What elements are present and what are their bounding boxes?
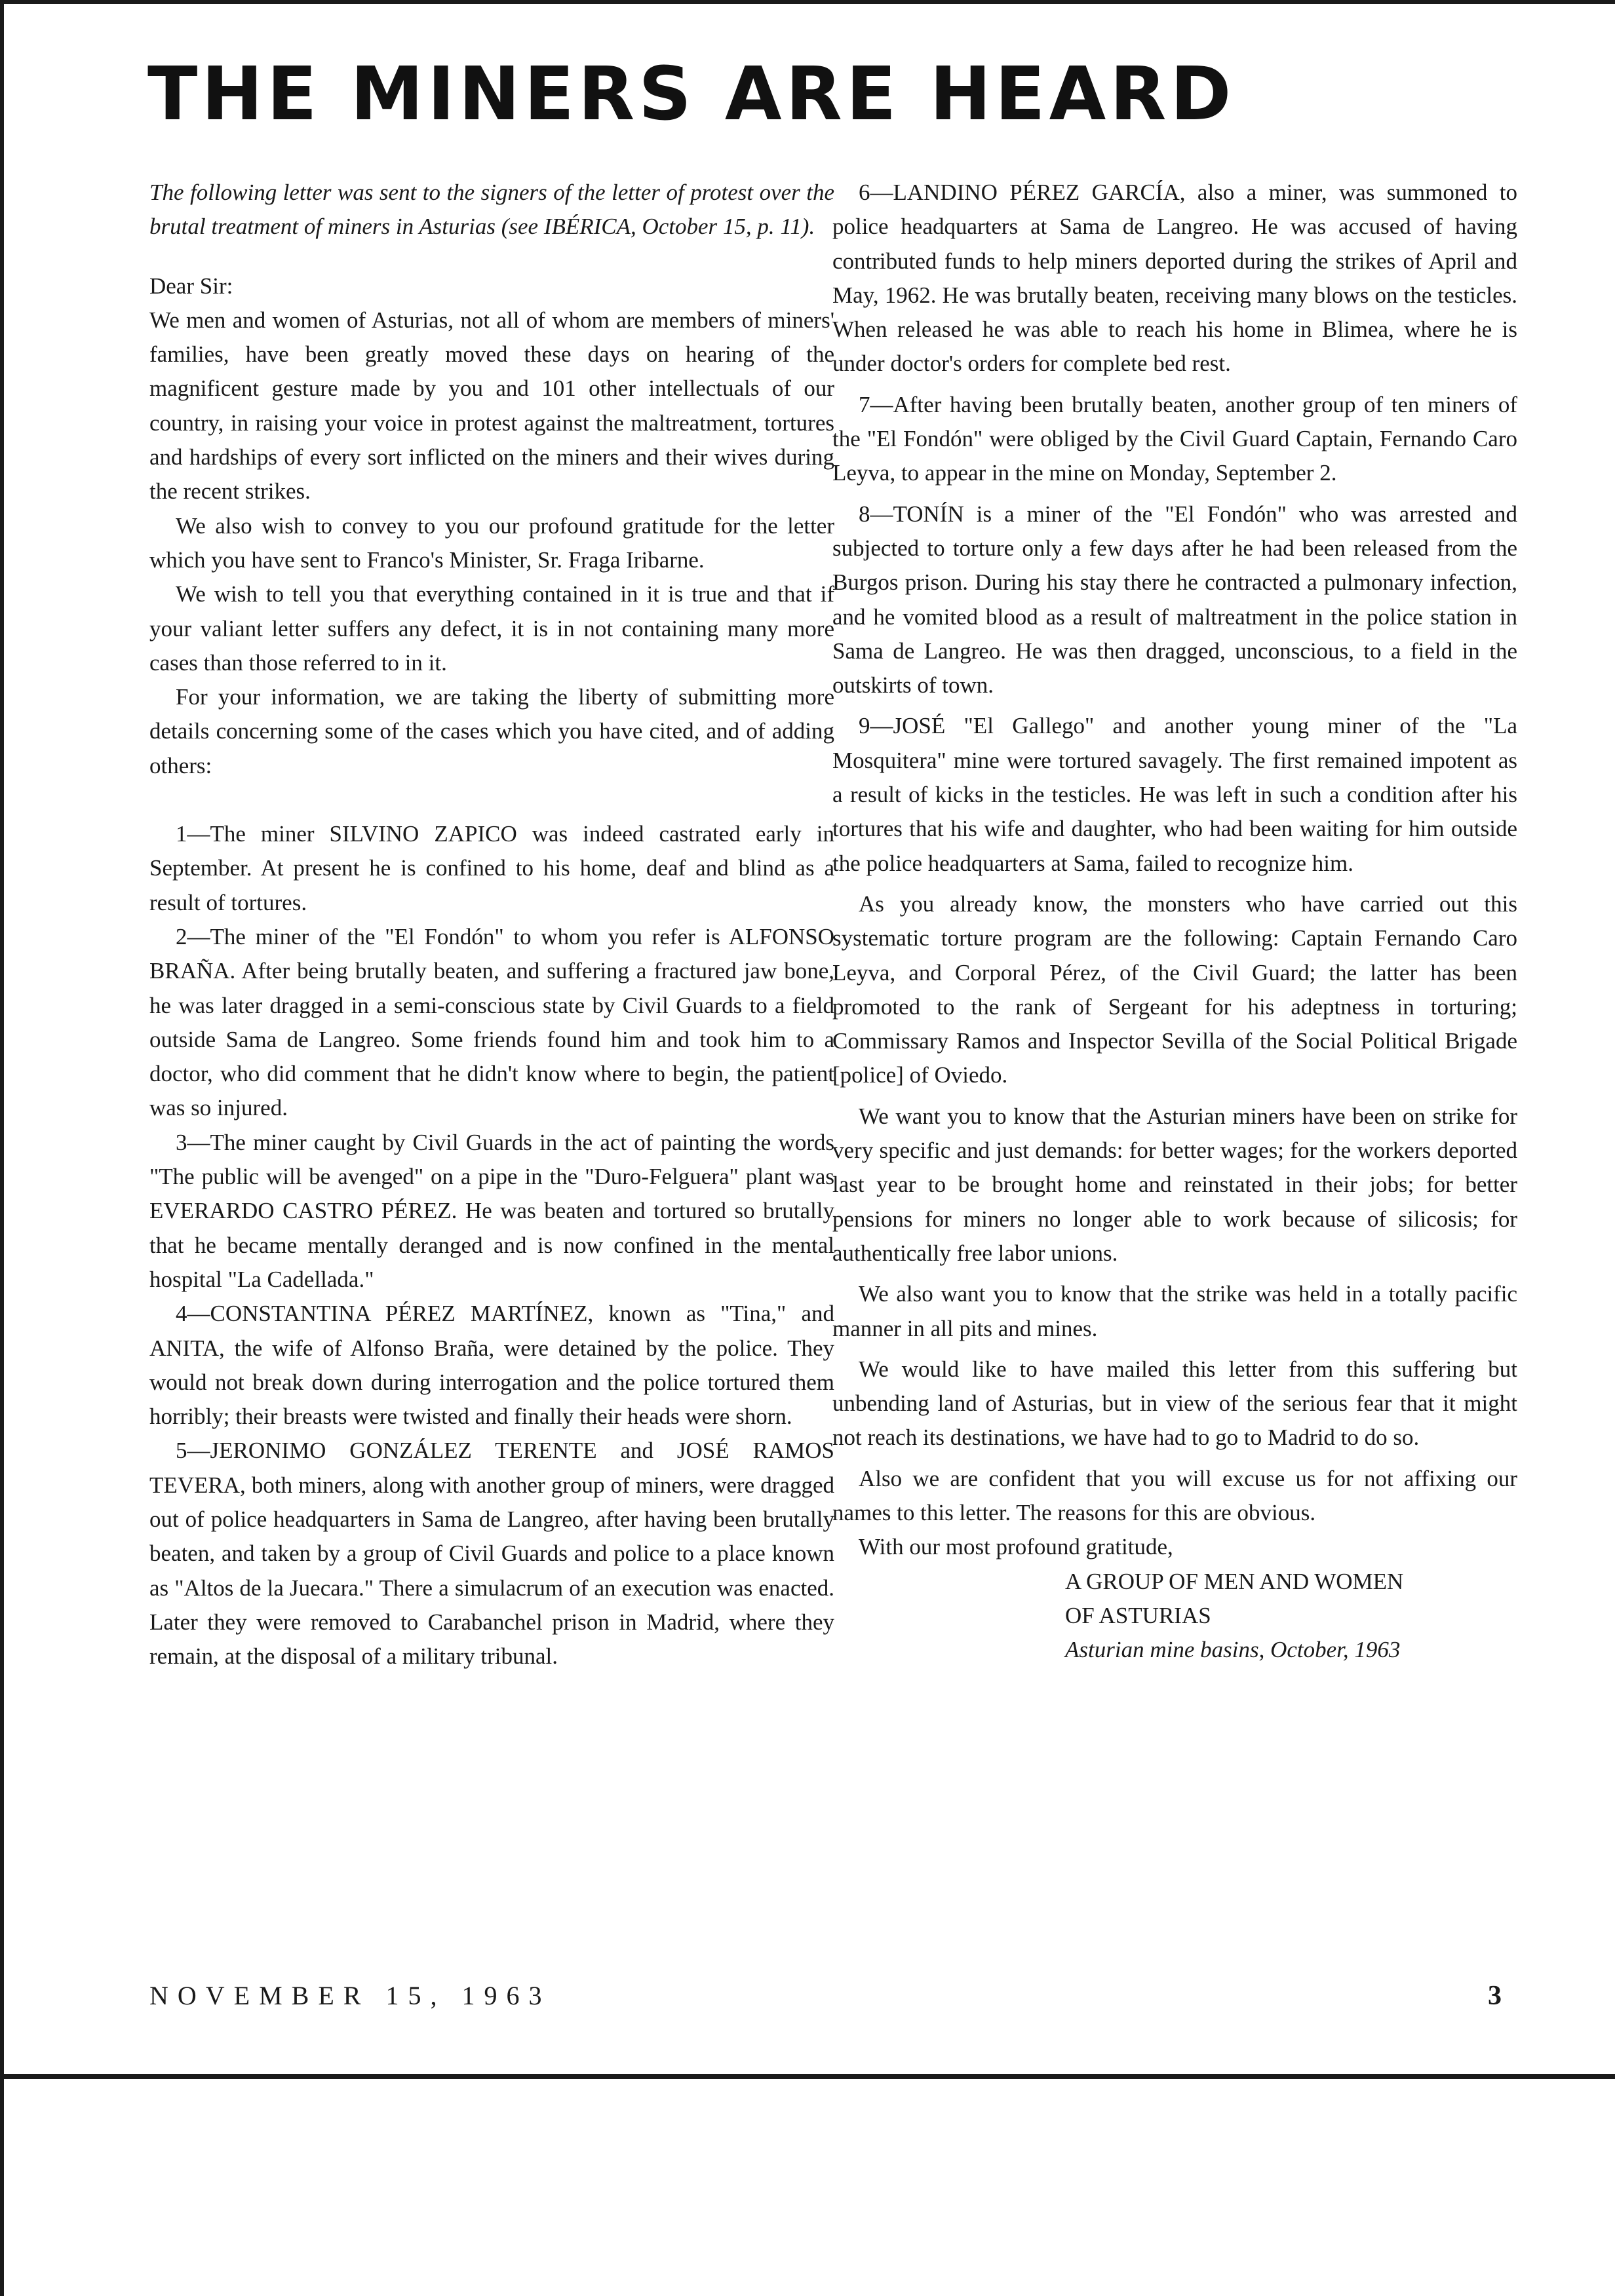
complimentary-close: With our most profound gratitude, bbox=[859, 1534, 1173, 1560]
paragraph: We men and women of Asturias, not all of whom are members of miners' families, have been greatly moved these days on hearing of the magnificent gesture made by you and 101 other intellectuals of our country, in raising your voice in protest against the maltreatment, tortures and hardships of every sort inflicted on the miners and their wives during the recent strikes. bbox=[149, 307, 834, 505]
signature-line: A GROUP OF MEN AND WOMEN bbox=[1065, 1568, 1404, 1594]
case-item: 9—JOSÉ "El Gallego" and another young miner of the "La Mosquitera" mine were tortured savagely. The first remained impotent as a result of kicks in the testicles. He was left in such a condition after his tortures that his wife and daughter, who had been waiting for him outside the police headquarters at Sama, failed to recognize him. bbox=[832, 713, 1517, 876]
top-rule bbox=[0, 0, 1615, 4]
bottom-rule bbox=[0, 2074, 1615, 2079]
left-column bbox=[149, 176, 834, 1674]
case-item: 1—The miner SILVINO ZAPICO was indeed castrated early in September. At present he is confined to his home, deaf and blind as a result of tortures. bbox=[149, 821, 834, 915]
closing-paragraph: As you already know, the monsters who have carried out this systematic torture program are the following: Captain Fernando Caro Leyva, and Corporal Pérez, of the Civil Guard; the latter has been promoted to the rank of Sergeant for his adeptness in torturing; Commissary Ramos and Inspector Sevilla of the Social Political Brigade [police] of Oviedo. bbox=[832, 890, 1517, 1088]
issue-date: NOVEMBER 15, 1963 bbox=[149, 1981, 551, 2010]
closing-paragraph: We would like to have mailed this letter from this suffering but unbending land of Asturias, but in view of the serious fear that it might not reach its destinations, we have had to go to Madrid to do so. bbox=[832, 1356, 1517, 1451]
case-item: 8—TONÍN is a miner of the "El Fondón" who was arrested and subjected to torture only a few days after he had been released from the Burgos prison. During his stay there he contracted a pulmonary infection, and he vomited blood as a result of maltreatment in the police station in Sama de Langreo. He was then dragged, unconscious, to a field in the outskirts of town. bbox=[832, 501, 1517, 698]
article-title: THE MINERS ARE HEARD bbox=[147, 52, 1236, 137]
right-column bbox=[832, 176, 1517, 1667]
case-item: 7—After having been brutally beaten, another group of ten miners of the "El Fondón" were obliged by the Civil Guard Captain, Fernando Caro Leyva, to appear in the mine on Monday, September 2. bbox=[832, 391, 1517, 486]
case-item: 2—The miner of the "El Fondón" to whom you refer is ALFONSO BRAÑA. After being brutally beaten, and suffering a fractured jaw bone, he was later dragged in a semi-conscious state by Civil Guards to a field outside Sama de Langreo. Some friends found him and took him to a doctor, who did comment that he didn't know where to begin, the patient was so injured. bbox=[149, 923, 834, 1121]
paragraph: For your information, we are taking the liberty of submitting more details concerning some of the cases which you have cited, and of adding others: bbox=[149, 684, 834, 778]
signature-location-date: Asturian mine basins, October, 1963 bbox=[1065, 1637, 1401, 1663]
signature-line: OF ASTURIAS bbox=[1065, 1602, 1211, 1628]
page-number: 3 bbox=[1488, 1981, 1502, 2011]
closing-paragraph: Also we are confident that you will excuse us for not affixing our names to this letter. The reasons for this are obvious. bbox=[832, 1465, 1517, 1525]
intro-note: The following letter was sent to the signers of the letter of protest over the brutal treatment of miners in Asturias (see IBÉRICA, October 15, p. 11). bbox=[149, 180, 834, 240]
left-rule bbox=[0, 0, 4, 2296]
paragraph: We also wish to convey to you our profound gratitude for the letter which you have sent to Franco's Minister, Sr. Fraga Iribarne. bbox=[149, 512, 834, 573]
greeting: Dear Sir: bbox=[149, 273, 233, 299]
paragraph: We wish to tell you that everything contained in it is true and that if your valiant letter suffers any defect, it is in not containing many more cases than those referred to in it. bbox=[149, 581, 834, 676]
closing-paragraph: We want you to know that the Asturian miners have been on strike for very specific and just demands: for better wages; for the workers deported last year to be brought home and reinstated in their jobs; for better pensions for miners no longer able to work because of silicosis; for authentically free labor unions. bbox=[832, 1103, 1517, 1266]
case-item: 5—JERONIMO GONZÁLEZ TERENTE and JOSÉ RAMOS TEVERA, both miners, along with another group of miners, were dragged out of police headquarters in Sama de Langreo, after having been brutally beaten, and taken by a group of Civil Guards and police to a place known as "Altos de la Juecara." There a simulacrum of an execution was enacted. Later they were removed to Carabanchel prison in Madrid, where they remain, at the disposal of a military tribunal. bbox=[149, 1438, 834, 1670]
case-item: 6—LANDINO PÉREZ GARCÍA, also a miner, was summoned to police headquarters at Sama de Langreo. He was accused of having contributed funds to help miners deported during the strikes of April and May, 1962. He was brutally beaten, receiving many blows on the testicles. When released he was able to reach his home in Blimea, where he is under doctor's orders for complete bed rest. bbox=[832, 180, 1517, 377]
closing-paragraph: We also want you to know that the strike was held in a totally pacific manner in all pits and mines. bbox=[832, 1281, 1517, 1341]
case-item: 3—The miner caught by Civil Guards in the act of painting the words "The public will be avenged" on a pipe in the "Duro-Felguera" plant was EVERARDO CASTRO PÉREZ. He was beaten and tortured so brutally that he became mentally deranged and is now confined in the mental hospital "La Cadellada." bbox=[149, 1129, 834, 1292]
case-item: 4—CONSTANTINA PÉREZ MARTÍNEZ, known as "Tina," and ANITA, the wife of Alfonso Braña, were detained by the police. They would not break down during interrogation and the police tortured them horribly; their breasts were twisted and finally their heads were shorn. bbox=[149, 1301, 834, 1430]
